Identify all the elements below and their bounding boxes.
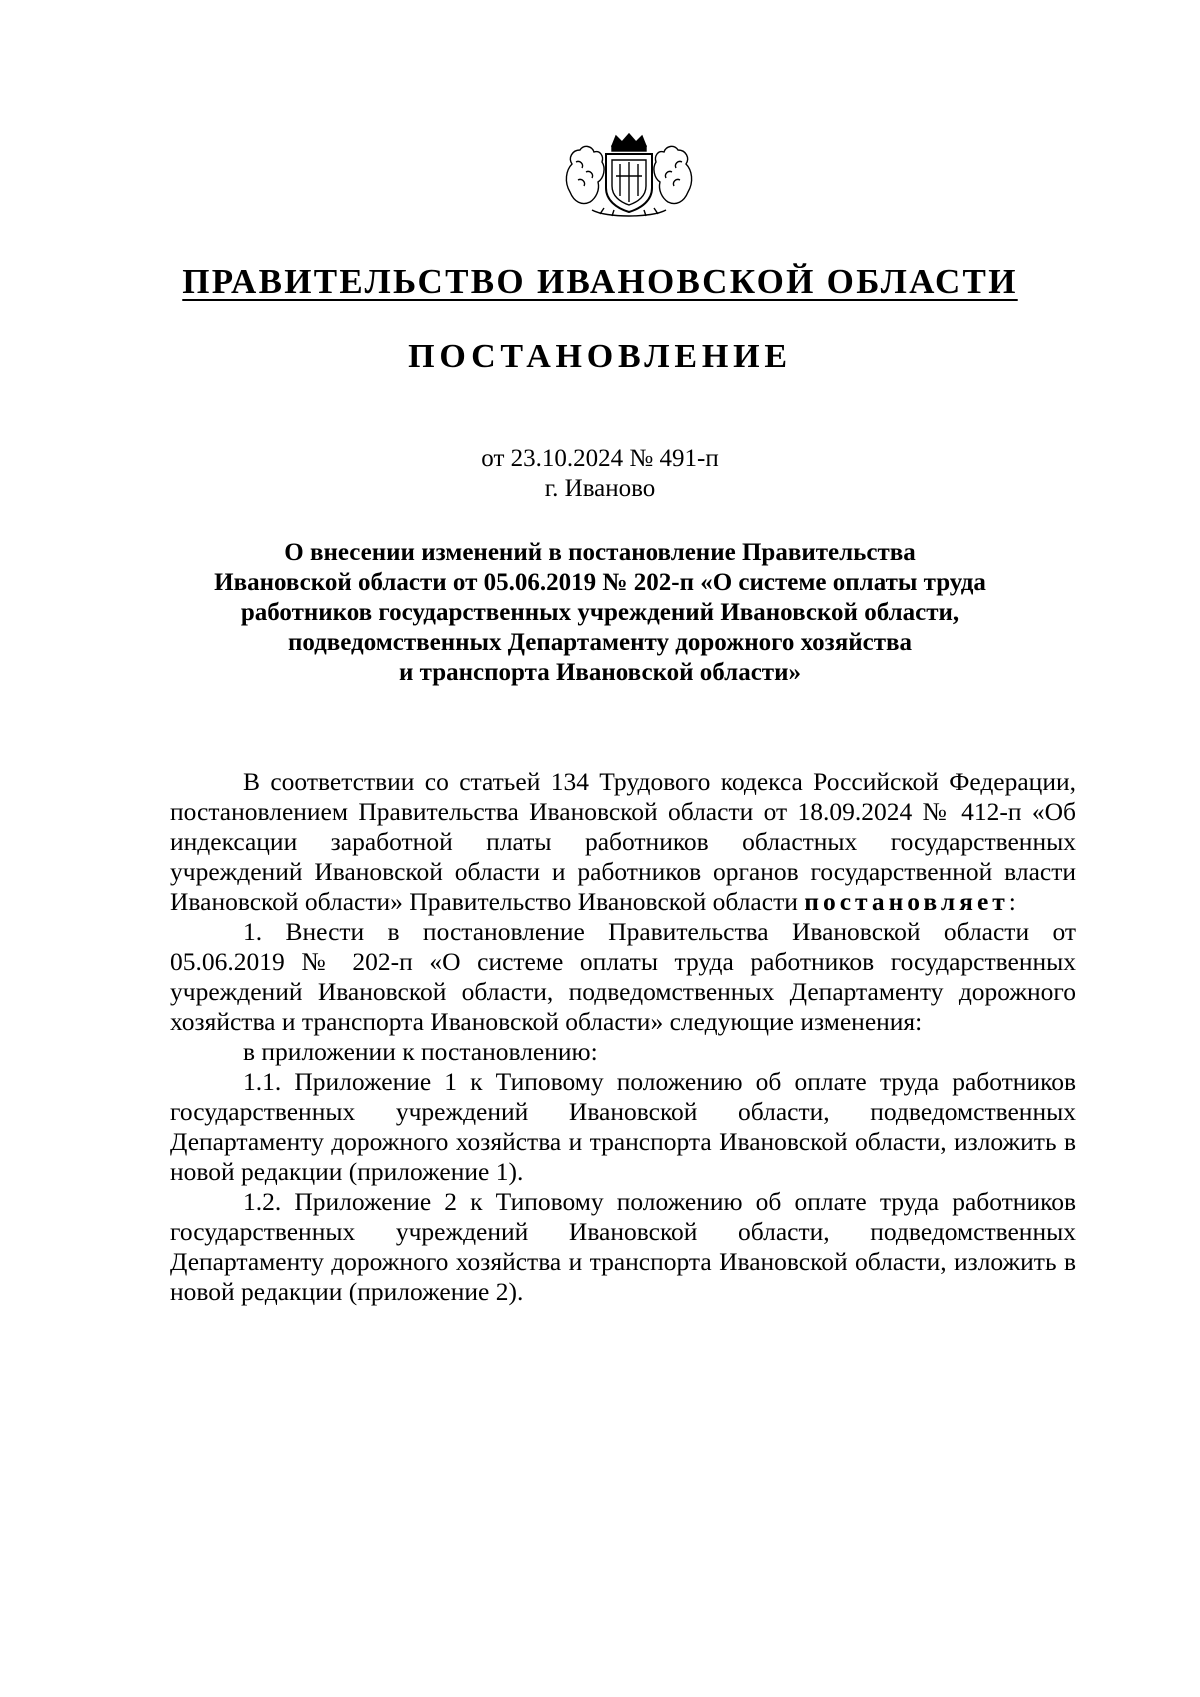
item-1-2-paragraph: 1.2. Приложение 2 к Типовому положению об оплате труда работников государственных учреждений Ивановской области, подведомственных Департаменту дорожного хозяйства и транспорта Ивановской области, изложить в новой редакции (приложение 2). — [170, 1187, 1076, 1306]
city: г. Иваново — [544, 475, 656, 502]
document-meta — [0, 444, 1200, 504]
government-title: ПРАВИТЕЛЬСТВО ИВАНОВСКОЙ ОБЛАСТИ — [182, 262, 1018, 301]
subject-line: работников государственных учреждений Ивановской области, — [240, 599, 960, 626]
document-type-title: ПОСТАНОВЛЕНИЕ — [408, 338, 792, 375]
preamble-text: В соответствии со статьей 134 Трудового кодекса Российской Федерации, постановлением Правительства Ивановской области от 18.09.2024 № 412-п «Об индексации заработной платы работников областных государственных учреждений Ивановской области и работников органов государственной власти Ивановской области» Правительство Ивановской области — [170, 767, 1076, 916]
coat-of-arms-icon — [562, 132, 696, 220]
item-1-intro-paragraph: в приложении к постановлению: — [243, 1037, 598, 1066]
subject-line: О внесении изменений в постановление Правительства — [284, 539, 916, 566]
subject-line: Ивановской области от 05.06.2019 № 202-п «О системе оплаты труда — [214, 569, 986, 596]
decree-word: постановляет — [804, 887, 1009, 916]
subject-line: подведомственных Департаменту дорожного хозяйства — [287, 629, 913, 656]
document-subject — [150, 538, 1050, 688]
preamble-paragraph — [170, 767, 1076, 917]
item-1-paragraph: 1. Внести в постановление Правительства Ивановской области от 05.06.2019 № 202-п «О системе оплаты труда работников государственных учреждений Ивановской области, подведомственных Департаменту дорожного хозяйства и транспорта Ивановской области» следующие изменения: — [170, 917, 1076, 1036]
subject-line: и транспорта Ивановской области» — [398, 659, 801, 686]
item-1-1-paragraph: 1.1. Приложение 1 к Типовому положению об оплате труда работников государственных учреждений Ивановской области, подведомственных Департаменту дорожного хозяйства и транспорта Ивановской области, изложить в новой редакции (приложение 1). — [170, 1067, 1076, 1186]
decree-colon: : — [1008, 887, 1016, 916]
document-body — [170, 767, 1076, 1307]
date-number: от 23.10.2024 № 491-п — [481, 445, 719, 472]
